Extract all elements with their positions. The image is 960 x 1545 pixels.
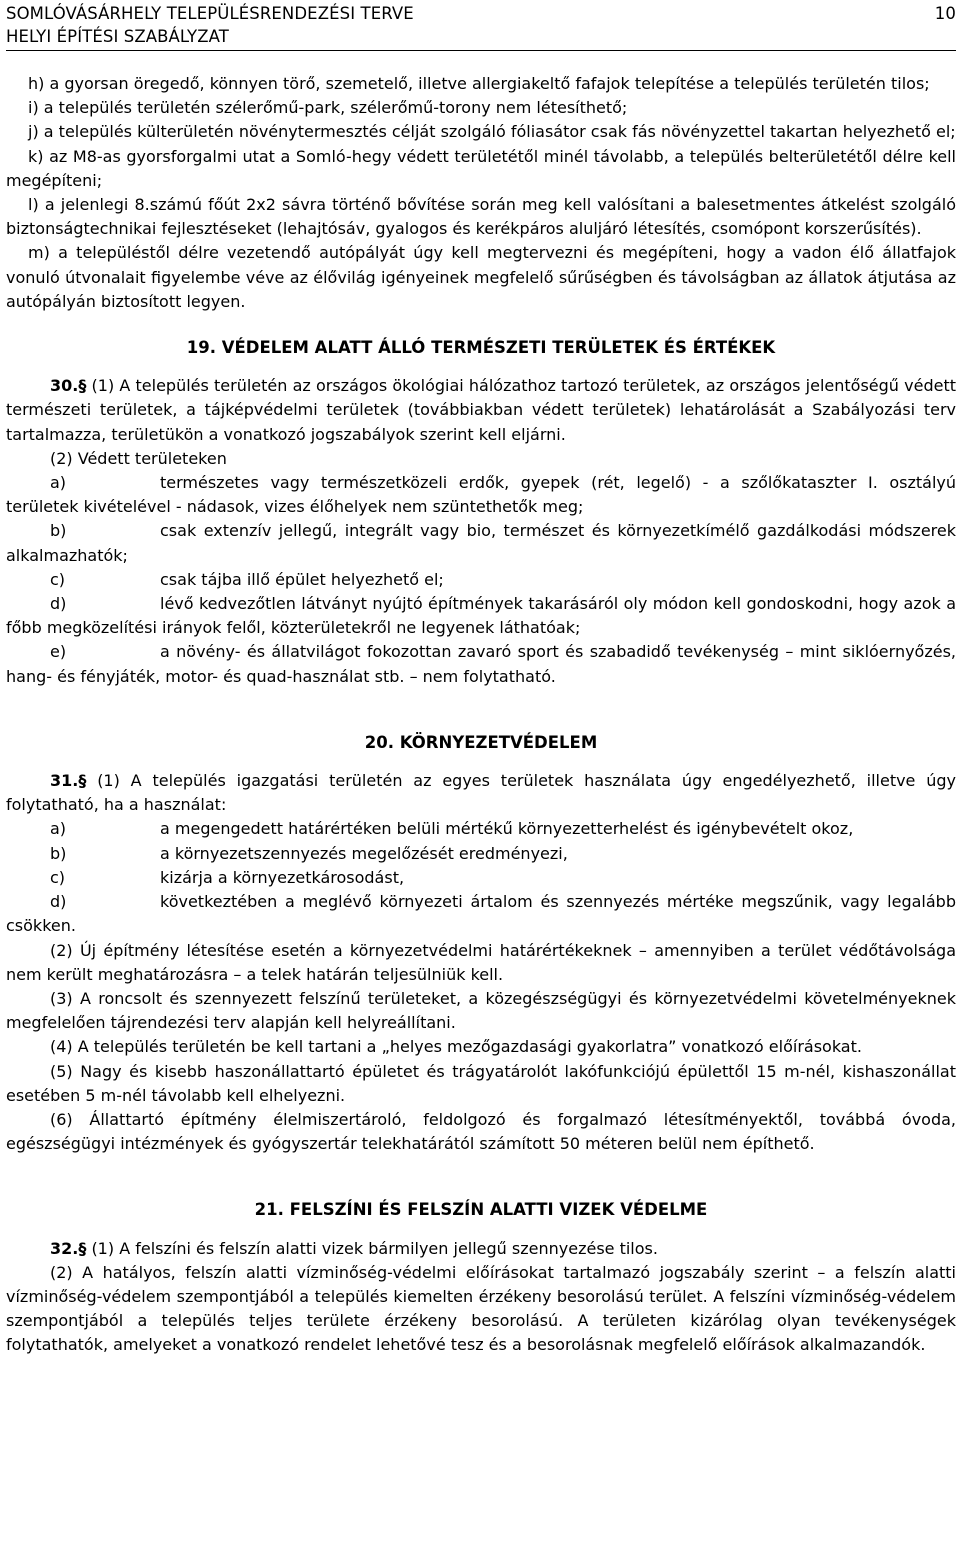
list-item — [6, 817, 956, 841]
paragraph-text: (1) A felszíni és felszín alatti vizek bármilyen jellegű szennyezése tilos. — [91, 1238, 658, 1258]
list-item — [6, 842, 956, 866]
paragraph-31-6: (6) Állattartó építmény élelmiszertároló, feldolgozó és forgalmazó létesítményektől, továbbá óvoda, egészségügyi intézmények és gyógyszertár telekhatárától számított 50 méteren belül nem építhető. — [6, 1109, 956, 1154]
paragraph-31-4: (4) A település területén be kell tartani a „helyes mezőgazdasági gyakorlatra” vonatkozó előírásokat. — [50, 1037, 862, 1057]
page-header — [6, 2, 956, 48]
list-text: a növény- és állatvilágot fokozottan zavaró sport és szabadidő tevékenység – mint siklóernyőzés, hang- és fényjáték, motor- és quad-használat stb. – nem folytatható. — [6, 642, 956, 686]
paragraph-32-1 — [6, 1237, 956, 1261]
list-item — [6, 640, 956, 688]
list-label: d) — [50, 892, 67, 912]
list-text: a környezetszennyezés megelőzését eredményezi, — [160, 843, 568, 863]
paragraph-31-3: (3) A roncsolt és szennyezett felszínű területeket, a közegészségügyi és környezetvédelmi követelményeknek megfelelően tájrendezési terv alapján kell helyreállítani. — [6, 988, 956, 1033]
paragraph-number: 31.§ — [50, 771, 87, 791]
list-text: következtében a meglévő környezeti ártalom és szennyezés mértéke megszűnik, vagy legalább csökken. — [6, 892, 956, 936]
list-text: csak extenzív jellegű, integrált vagy bio, természet és környezetkímélő gazdálkodási módszerek alkalmazhatók; — [6, 521, 956, 565]
paragraph-number: 30.§ — [50, 376, 87, 396]
list-label: a) — [50, 473, 67, 493]
list-item-k: k) az M8-as gyorsforgalmi utat a Somló-hegy védett területétől minél távolabb, a település belterületétől délre kell megépíteni; — [6, 146, 956, 190]
paragraph-text: (1) A település területén az országos ökológiai hálózathoz tartozó területek, az országos jelentőségű védett természeti területek, a tájképvédelmi területek (továbbiakban védett területek) lehatárolását a Szabályozási terv tartalmazza, területükön a vonatkozó jogszabályok szerint kell eljárni. — [6, 376, 956, 444]
paragraph-text: (1) A település igazgatási területén az egyes területek használata úgy engedélyezhető, illetve úgy folytatható, ha a használat: — [6, 771, 957, 815]
paragraph-31-1 — [6, 769, 956, 817]
list-item-m: m) a településtől délre vezetendő autópályát úgy kell megtervezni és megépíteni, hogy a vadon élő állatfajok vonuló útvonalait figyelembe véve az élővilág igényeinek megfelelő sűrűségben és távolságban az állatok átjutása az autópályán biztosított legyen. — [6, 243, 956, 311]
list-label: d) — [50, 594, 67, 614]
list-item — [6, 519, 956, 567]
list-item — [6, 471, 956, 519]
paragraph-30-2: (2) Védett területeken — [50, 448, 227, 468]
list-label: b) — [50, 521, 67, 541]
section-20-title: 20. KÖRNYEZETVÉDELEM — [364, 732, 598, 752]
list-item — [6, 866, 956, 890]
list-item — [6, 568, 956, 592]
list-item-l: l) a jelenlegi 8.számú főút 2x2 sávra történő bővítése során meg kell valósítani a balesetmentes átkelést szolgáló biztonságtechnikai fejlesztéseket (lehajtósáv, gyalogos és kerékpáros aluljáró létesítés, csomópont korszerűsítés). — [6, 195, 956, 239]
list-label: b) — [50, 843, 67, 863]
list-label: e) — [50, 642, 67, 662]
paragraph-32-2: (2) A hatályos, felszín alatti vízminőség-védelmi előírásokat tartalmazó jogszabály szerint – a felszín alatti vízminőség-védelem szempontjából a település kiemelten érzékeny besorolású terület. A felszíni vízminőség-védelem szempontjából a település teljes területe érzékeny besorolású. A területen kizárólag olyan tevékenységek folytathatók, amelyeket a vonatkozó rendelet lehetővé tesz és a besorolásnak megfelelő előírások alkalmazandók. — [6, 1262, 956, 1355]
list-text: kizárja a környezetkárosodást, — [160, 867, 405, 887]
document-body — [6, 72, 956, 1358]
list-item-i: i) a település területén szélerőmű-park, szélerőmű-torony nem létesíthető; — [28, 98, 628, 118]
list-label: c) — [50, 867, 66, 887]
document-subtitle: HELYI ÉPÍTÉSI SZABÁLYZAT — [6, 27, 229, 46]
list-item — [6, 890, 956, 938]
header-divider — [6, 50, 956, 51]
list-item — [6, 592, 956, 640]
list-label: c) — [50, 569, 66, 589]
section-19-title: 19. VÉDELEM ALATT ÁLLÓ TERMÉSZETI TERÜLETEK ÉS ÉRTÉKEK — [186, 338, 776, 358]
list-text: csak tájba illő épület helyezhető el; — [160, 569, 444, 589]
document-title: SOMLÓVÁSÁRHELY TELEPÜLÉSRENDEZÉSI TERVE — [6, 4, 414, 23]
list-label: a) — [50, 819, 67, 839]
page-number: 10 — [934, 4, 956, 23]
list-item-j: j) a település külterületén növénytermesztés célját szolgáló fóliasátor csak fás növényzettel takartan helyezhető el; — [28, 122, 956, 142]
paragraph-31-2: (2) Új építmény létesítése esetén a környezetvédelmi határértékeknek – amennyiben a terület védőtávolsága nem került meghatározásra – a telek határán teljesülniük kell. — [6, 940, 956, 984]
list-text: természetes vagy természetközeli erdők, gyepek (rét, legelő) - a szőlőkataszter I. osztályú területek kivételével - nádasok, vizes élőhelyek nem szüntethetők meg; — [6, 473, 956, 517]
paragraph-30-1 — [6, 374, 956, 447]
list-item-h: h) a gyorsan öregedő, könnyen törő, szemetelő, illetve allergiakeltő fafajok telepítése a település területén tilos; — [28, 74, 930, 93]
list-text: a megengedett határértéken belüli mértékű környezetterhelést és igénybevételt okoz, — [160, 819, 854, 839]
paragraph-number: 32.§ — [50, 1238, 87, 1258]
paragraph-31-5: (5) Nagy és kisebb haszonállattartó épületet és trágyatárolót lakófunkciójú épülettől 15 m-nél, kishaszonállat esetében 5 m-nél távolabb kell elhelyezni. — [6, 1061, 956, 1105]
section-21-title: 21. FELSZÍNI ÉS FELSZÍN ALATTI VIZEK VÉDELME — [254, 1200, 708, 1220]
list-text: lévő kedvezőtlen látványt nyújtó építmények takarásáról oly módon kell gondoskodni, hogy azok a főbb megközelítési irányok felől, közterületekről ne legyenek láthatóak; — [6, 594, 956, 638]
